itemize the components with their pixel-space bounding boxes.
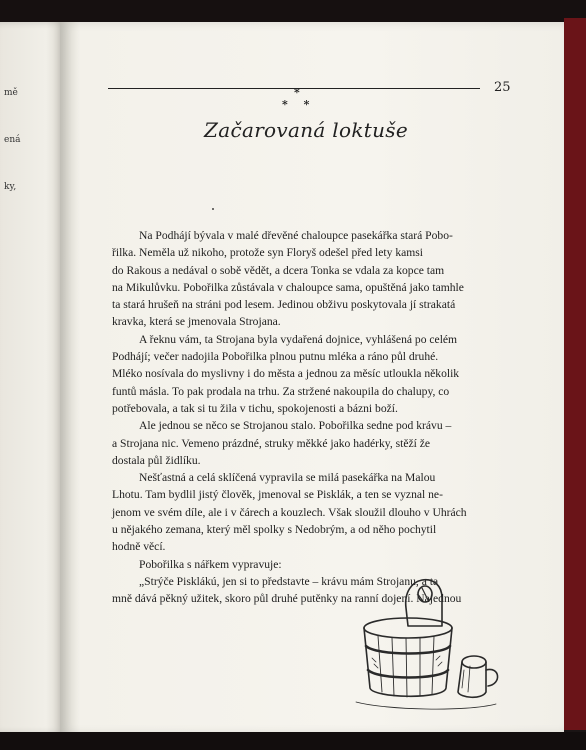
text-line: a Strojana nic. Vemeno prázdné, struky měkké jako hadérky, stěží že bbox=[112, 436, 431, 450]
text-line: u nějakého zemana, který měl spolky s Nedobrým, a od něho pochytil bbox=[112, 523, 437, 537]
text-line: funtů másla. To pak prodala na trhu. Za stržené nakoupila do chalupy, co bbox=[112, 384, 450, 398]
text-line: jenom ve svém díle, ale i v čárech a kouzlech. Však sloužil dlouho v Uhrách bbox=[112, 505, 467, 519]
text-line: mně dává pěkný užitek, skoro půl druhé putěnky na ranní dojení. Najednou bbox=[112, 592, 462, 606]
dark-background-top bbox=[0, 0, 586, 22]
text-line: Podhájí; večer nadojila Pobořilka plnou putnu mléka a ráno půl druhé. bbox=[112, 350, 439, 364]
text-line: kravka, která se jmenovala Strojana. bbox=[112, 315, 281, 329]
margin-fragment: ky, bbox=[4, 182, 17, 192]
print-speck bbox=[212, 208, 214, 210]
text-line: A řeknu vám, ta Strojana byla vydařená dojnice, vyhlášená po celém bbox=[139, 332, 458, 346]
text-line: Lhotu. Tam bydlil jistý člověk, jmenoval se Pisklák, a ten se vyznal ne- bbox=[112, 488, 443, 502]
butter-churn-illustration bbox=[346, 566, 502, 716]
text-line: dostala půl židlíku. bbox=[112, 453, 201, 467]
story-text bbox=[112, 227, 492, 608]
text-line: Mléko nosívala do myslivny i do města a jednou za měsíc utloukla několik bbox=[112, 367, 460, 381]
text-line: potřebovala, a tak si tu žila v tichu, spokojenosti a bázni boží. bbox=[112, 401, 398, 415]
text-line: Pobořilka s nářkem vypravuje: bbox=[139, 557, 282, 571]
ornament-bottom: * * bbox=[282, 98, 316, 111]
book-page bbox=[60, 22, 564, 734]
left-page-edge bbox=[0, 22, 66, 734]
dark-background-bottom bbox=[0, 732, 586, 750]
chapter-title: Začarovaná loktuše bbox=[204, 118, 408, 142]
margin-fragment: mě bbox=[4, 88, 18, 98]
text-line: na Mikulůvku. Pobořilka zůstávala v chaloupce sama, opuštěná jako tamhle bbox=[112, 280, 464, 294]
text-line: do Rakous a nedával o sobě vědět, a dcera Tonka se vdala za kopce tam bbox=[112, 263, 445, 277]
text-line: Na Podhájí bývala v malé dřevěné chaloupce pasekářka stará Pobo- bbox=[139, 229, 453, 242]
margin-fragment: ená bbox=[4, 135, 21, 145]
asterism-ornament bbox=[278, 88, 318, 116]
text-line: Ale jednou se něco se Strojanou stalo. Pobořilka sedne pod krávu – bbox=[139, 419, 452, 433]
text-line: „Strýče Pisklákú, jen si to představte – krávu mám Strojanu, a ta bbox=[139, 574, 439, 588]
page-number: 25 bbox=[494, 80, 511, 95]
text-line: ta stará hrušeň na stráni pod lesem. Jedinou obživu poskytovala jí strakatá bbox=[112, 298, 456, 312]
tin-mug bbox=[458, 656, 498, 697]
book-cover-edge bbox=[564, 18, 586, 730]
text-line: hodně věcí. bbox=[112, 540, 166, 554]
text-line: Nešťastná a celá sklíčená vypravila se milá pasekářka na Malou bbox=[139, 471, 436, 485]
text-line: řilka. Neměla už nikoho, protože syn Floryš odešel před lety kamsi bbox=[112, 246, 424, 260]
ornament-top: * bbox=[294, 86, 300, 99]
